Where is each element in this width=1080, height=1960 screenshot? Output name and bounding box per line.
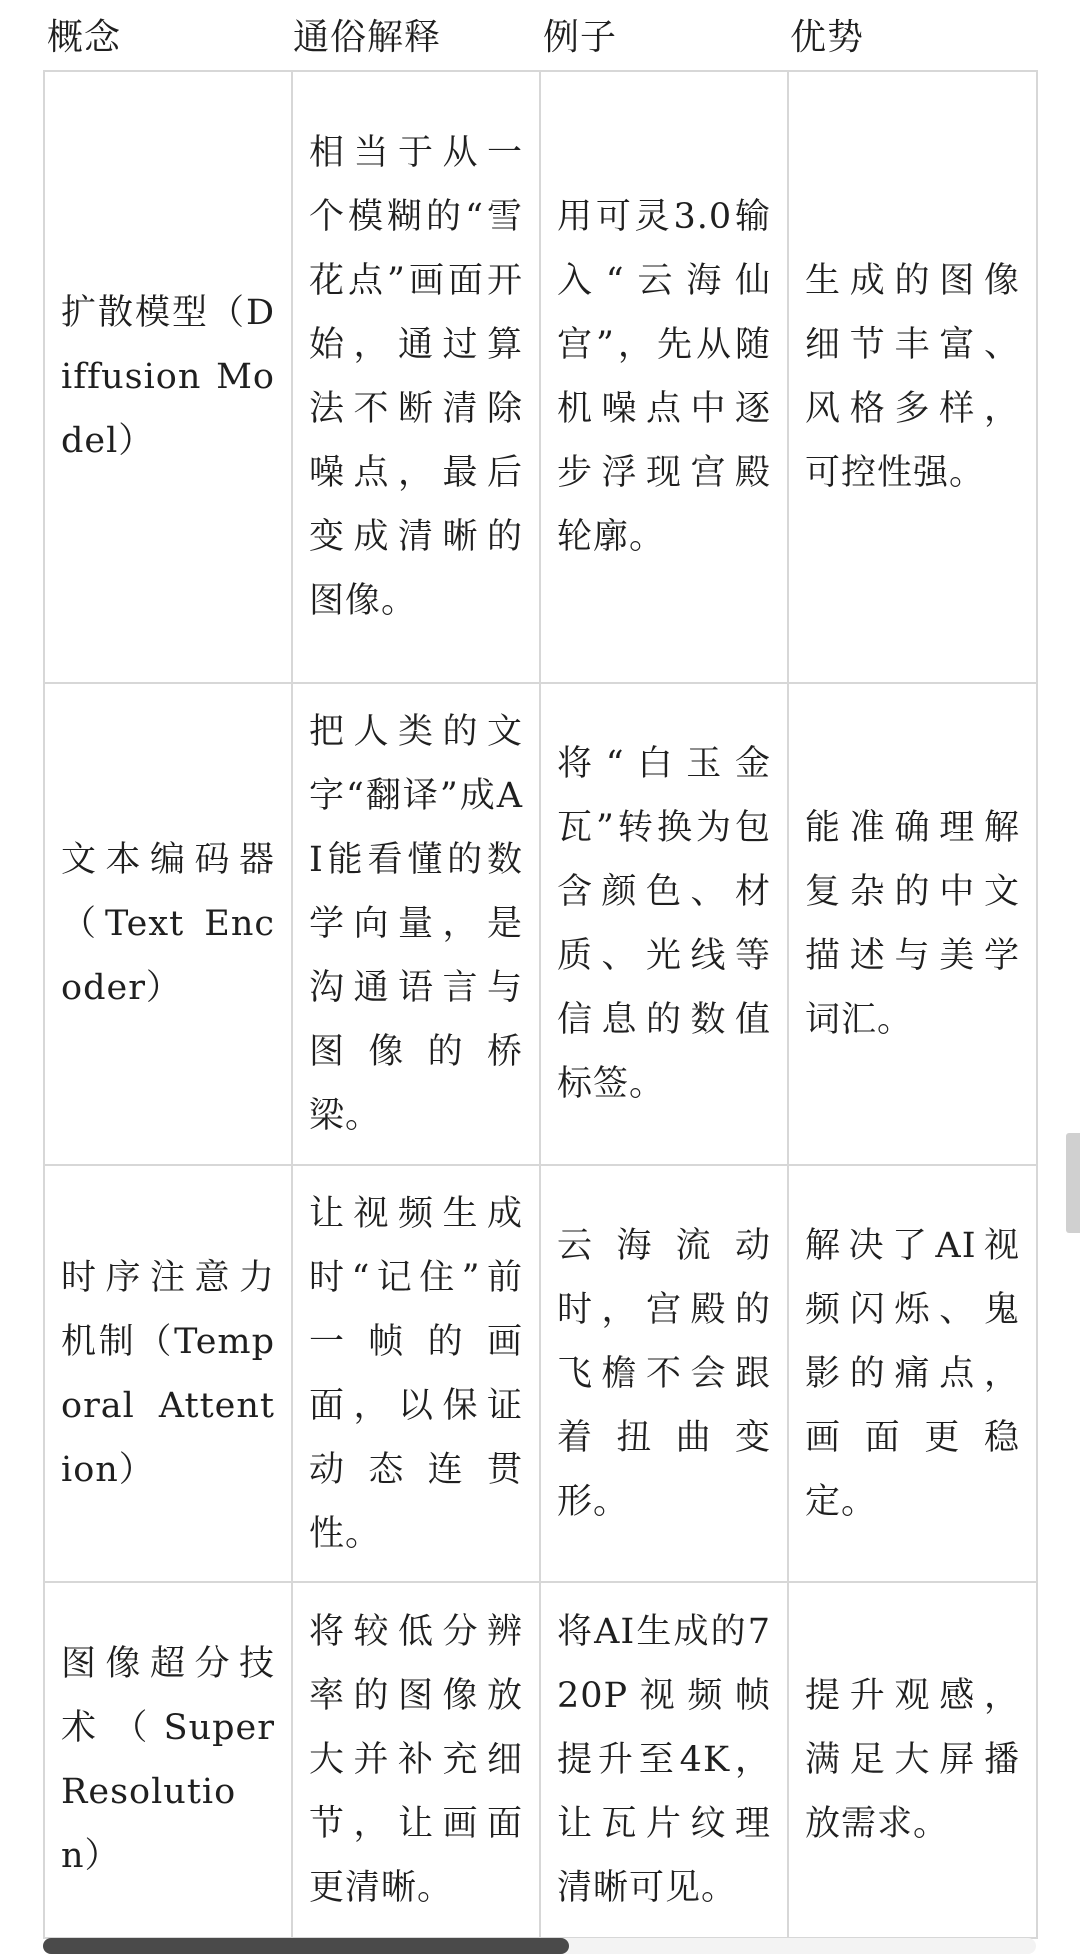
cell-advantage: 解决了AI视频闪烁、鬼影的痛点，画面更稳定。 [788,1165,1037,1582]
cell-concept: 图像超分技术（Super Resolution） [44,1582,292,1938]
table-row [44,1582,1037,1938]
header-concept: 概念 [47,17,122,58]
header-advantage: 优势 [790,17,865,58]
cell-example: 将“白玉金瓦”转换为包含颜色、材质、光线等信息的数值标签。 [540,683,788,1165]
cell-explanation: 让视频生成时“记住”前一帧的画面，以保证动态连贯性。 [292,1165,540,1582]
cell-example: 用可灵3.0输入“云海仙宫”，先从随机噪点中逐步浮现宫殿轮廓。 [540,71,788,683]
horizontal-scrollbar-thumb[interactable] [43,1938,569,1954]
cell-explanation: 相当于从一个模糊的“雪花点”画面开始，通过算法不断清除噪点，最后变成清晰的图像。 [292,71,540,683]
header-explanation: 通俗解释 [293,17,442,58]
cell-explanation: 将较低分辨率的图像放大并补充细节，让画面更清晰。 [292,1582,540,1938]
table-row [44,71,1037,683]
cell-advantage: 生成的图像细节丰富、风格多样，可控性强。 [788,71,1037,683]
header-example: 例子 [543,17,618,58]
cell-explanation: 把人类的文字“翻译”成AI能看懂的数学向量，是沟通语言与图像的桥梁。 [292,683,540,1165]
concept-table [43,70,1038,1939]
cell-example: 将AI生成的720P视频帧提升至4K，让瓦片纹理清晰可见。 [540,1582,788,1938]
cell-concept: 时序注意力机制（Temporal Attention） [44,1165,292,1582]
cell-concept: 文本编码器（Text Encoder） [44,683,292,1165]
side-scroll-handle[interactable] [1066,1133,1080,1233]
table-row [44,683,1037,1165]
table-header [0,0,1080,70]
cell-example: 云海流动时，宫殿的飞檐不会跟着扭曲变形。 [540,1165,788,1582]
horizontal-scrollbar[interactable] [43,1938,1036,1954]
cell-advantage: 提升观感，满足大屏播放需求。 [788,1582,1037,1938]
cell-concept: 扩散模型（Diffusion Model） [44,71,292,683]
cell-advantage: 能准确理解复杂的中文描述与美学词汇。 [788,683,1037,1165]
table-row [44,1165,1037,1582]
